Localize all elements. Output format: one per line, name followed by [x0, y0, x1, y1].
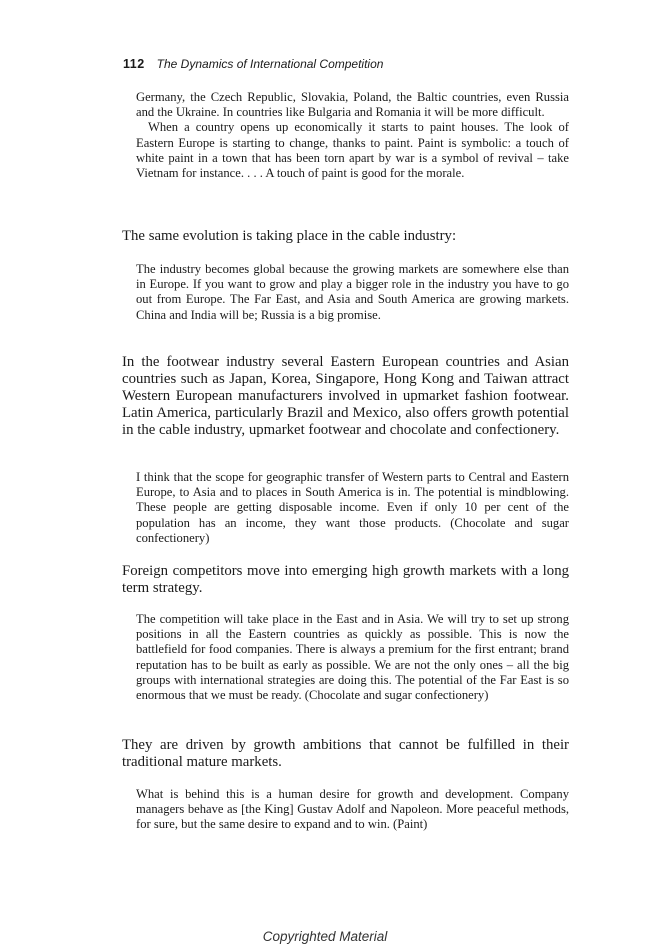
body-paragraph: In the footwear industry several Eastern European countries and Asian countries such as Japan, Korea, Singapore, Hong Kong and Taiwan attract Western European manufacturers involved in upmarket fashion footwear. Latin America, particularly Brazil and Mexico, also offers growth potential in the cable industry, upmarket footwear and chocolate and confectionery. [122, 354, 569, 438]
quote-paragraph: The competition will take place in the East and in Asia. We will try to set up strong positions in all the Eastern countries as quickly as possible. This is now the battlefield for food companies. There is always a premium for the first entrant; brand reputation has to be built as early as possible. We are not the only ones – all the big groups with international strategies are doing this. The potential of the Far East is so enormous that we must be ready. (Chocolate and sugar confectionery) [136, 612, 569, 703]
block-quote-chocolate-scope [136, 470, 569, 546]
quote-paragraph: What is behind this is a human desire for growth and development. Company managers behave as [the King] Gustav Adolf and Napoleon. More peaceful methods, for sure, but the same desire to expand and to win. (Paint) [136, 787, 569, 832]
body-paragraph: They are driven by growth ambitions that cannot be fulfilled in their traditional mature markets. [122, 737, 569, 770]
body-paragraph: Foreign competitors move into emerging high growth markets with a long term strategy. [122, 563, 569, 596]
quote-paragraph: When a country opens up economically it starts to paint houses. The look of Eastern Europe is starting to change, thanks to paint. Paint is symbolic: a touch of white paint in a town that has been torn apart by war is a symbol of revival – take Vietnam for instance. . . . A touch of paint is good for the morale. [136, 120, 569, 181]
quote-paragraph: The industry becomes global because the growing markets are somewhere else than in Europe. If you want to grow and play a bigger role in the industry you have to go out from Europe. The Far East, and Asia and South America are growing markets. China and India will be; Russia is a big promise. [136, 262, 569, 322]
block-quote-competition-east [136, 612, 569, 703]
copyright-footer: Copyrighted Material [262, 929, 388, 944]
quote-paragraph: I think that the scope for geographic transfer of Western parts to Central and Eastern Europe, to Asia and to places in South America is in. The potential is mindblowing. These people are getting disposable income. Even if only 10 per cent of the population has an income, they want those products. (Chocolate and sugar confectionery) [136, 470, 569, 545]
body-paragraph: The same evolution is taking place in the cable industry: [122, 228, 457, 244]
running-header [123, 57, 383, 71]
running-title: The Dynamics of International Competition [156, 57, 384, 71]
quote-paragraph: Germany, the Czech Republic, Slovakia, Poland, the Baltic countries, even Russia and the Ukraine. In countries like Bulgaria and Romania it will be more difficult. [136, 90, 569, 120]
block-quote-growth-desire [136, 787, 569, 833]
page-number: 112 [123, 57, 145, 71]
block-quote-cable-industry [136, 262, 569, 323]
block-quote-paint-eastern-europe [136, 90, 569, 181]
